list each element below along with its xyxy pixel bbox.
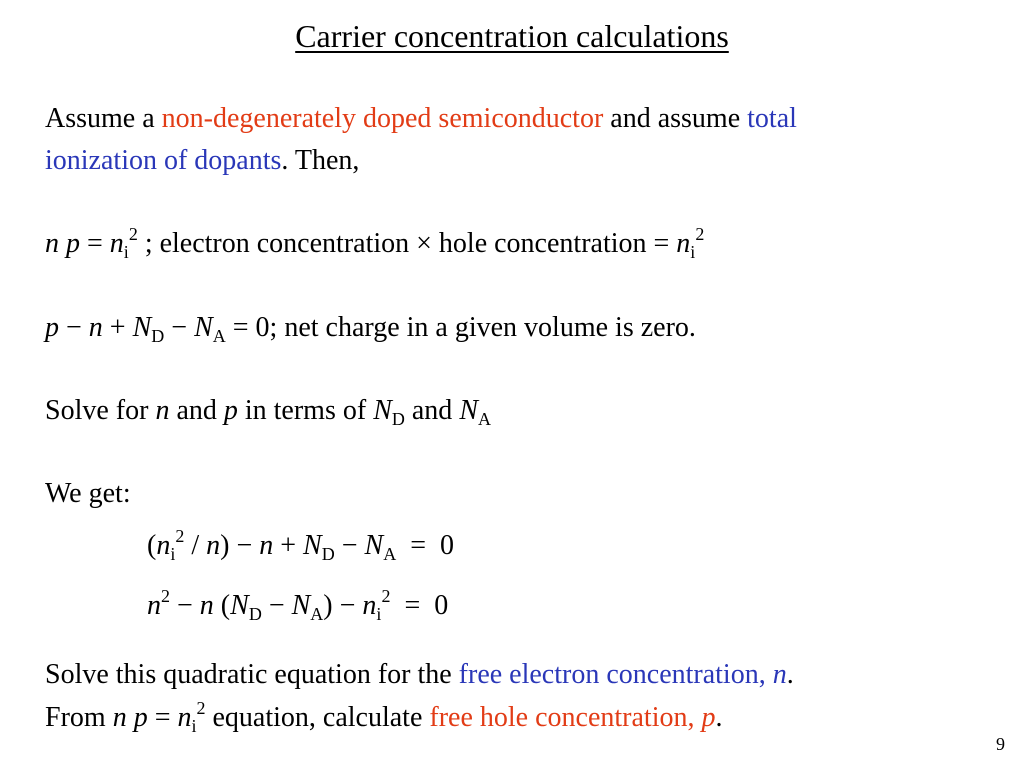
sup-2: 2 (161, 586, 170, 606)
period: . (786, 659, 794, 690)
var-n: n (206, 530, 221, 561)
var-p: p (223, 395, 238, 426)
equals: = (147, 702, 178, 733)
var-n: n (147, 590, 161, 621)
var-p: p (701, 702, 716, 733)
slide-title: Carrier concentration calculations (295, 18, 729, 54)
equation-2 (147, 588, 448, 624)
var-NA: N (194, 312, 213, 343)
var-ND: N (230, 590, 249, 621)
var-n: n (772, 659, 787, 690)
sub-i: i (376, 604, 382, 624)
minus: − (334, 530, 365, 561)
sub-i: i (191, 716, 197, 736)
we-get-label: We get: (45, 478, 131, 509)
sub-A: A (478, 409, 491, 429)
var-ni: n (362, 590, 377, 621)
calculate-text: equation, calculate (205, 702, 430, 733)
var-NA: N (364, 530, 384, 561)
sub-A: A (383, 544, 397, 564)
var-n: n (155, 395, 170, 426)
equals: = (80, 228, 110, 259)
charge-neutrality-description: = 0; net charge in a given volume is zero. (225, 312, 696, 343)
mass-action-law (45, 226, 704, 262)
minus: − (170, 590, 200, 621)
sub-D: D (391, 409, 405, 429)
sub-D: D (248, 604, 262, 624)
sub-D: D (151, 326, 165, 346)
plus: + (273, 530, 304, 561)
var-n: n (199, 590, 214, 621)
intro-highlight-ionization: ionization of dopants (45, 145, 282, 176)
page-number: 9 (996, 734, 1005, 754)
sub-i: i (170, 544, 176, 564)
var-n: n (112, 702, 127, 733)
intro-line-1 (45, 101, 797, 137)
var-ni: n (177, 702, 192, 733)
sup-2: 2 (175, 526, 185, 546)
var-ni: n (109, 228, 124, 259)
sub-A: A (310, 604, 324, 624)
and-text: and (169, 395, 224, 426)
paren-close-minus: ) − (323, 590, 363, 621)
slash: / (184, 530, 207, 561)
equation-1 (147, 528, 454, 564)
equals-zero: = 0 (390, 590, 449, 621)
minus: − (59, 312, 89, 343)
intro-highlight-doped: non-degenerately doped semiconductor (161, 103, 604, 134)
sup-2: 2 (196, 698, 206, 718)
sub-i: i (123, 242, 129, 262)
var-n: n (88, 312, 103, 343)
var-n: n (259, 530, 274, 561)
sup-2: 2 (128, 224, 138, 244)
highlight-free-electron: free electron concentration, (458, 659, 773, 690)
paren-close-minus: ) − (220, 530, 260, 561)
sub-i: i (690, 242, 696, 262)
paren-open: ( (213, 590, 231, 621)
intro-prefix: Assume a (45, 103, 162, 134)
terms-text: in terms of (237, 395, 374, 426)
minus: − (164, 312, 195, 343)
var-NA: N (291, 590, 311, 621)
sub-A: A (212, 326, 226, 346)
var-ND: N (373, 395, 392, 426)
from-text: From (45, 702, 113, 733)
mass-action-description: ; electron concentration × hole concentration = (137, 228, 677, 259)
paren-open: ( (147, 530, 157, 561)
var-ND: N (132, 312, 152, 343)
plus: + (102, 312, 133, 343)
sup-2: 2 (381, 586, 391, 606)
var-p: p (66, 228, 80, 259)
var-ni: n (156, 530, 171, 561)
var-NA: N (459, 395, 478, 426)
equals-zero: = 0 (396, 530, 455, 561)
solve-text: Solve for (45, 395, 156, 426)
solve-for-line (45, 393, 491, 429)
var-ni: n (676, 228, 691, 259)
conclusion-line-2 (45, 700, 722, 736)
var-ND: N (303, 530, 322, 561)
period: . (715, 702, 723, 733)
var-n: n (45, 228, 59, 259)
conclusion-line-1 (45, 657, 794, 693)
intro-middle: and assume (603, 103, 748, 134)
intro-line-2 (45, 143, 359, 179)
charge-neutrality (45, 310, 696, 346)
and-text: and (404, 395, 460, 426)
highlight-free-hole: free hole concentration, (429, 702, 702, 733)
var-p: p (45, 312, 59, 343)
conclusion-text: Solve this quadratic equation for the (45, 659, 459, 690)
intro-suffix: . Then, (281, 145, 360, 176)
sup-2: 2 (695, 224, 705, 244)
var-p: p (133, 702, 148, 733)
sub-D: D (321, 544, 335, 564)
minus: − (261, 590, 292, 621)
intro-highlight-total: total (747, 103, 797, 134)
